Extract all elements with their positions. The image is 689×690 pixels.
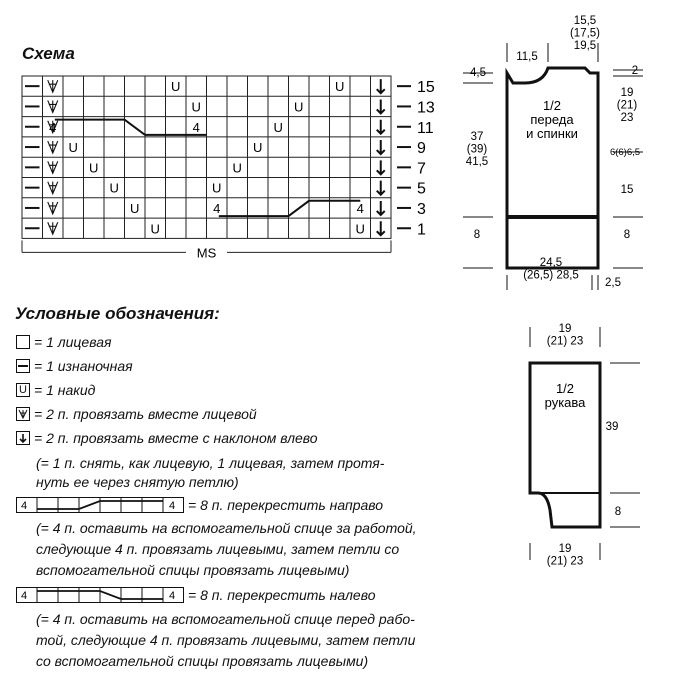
purl-symbol (16, 359, 30, 373)
body-neck-depth-label: 4,5 (470, 67, 486, 79)
yarn-over-mark: U (335, 79, 345, 95)
legend-cable-left: = 8 п. перекрестить налево (188, 587, 376, 603)
sleeve-length-label: 39 (605, 421, 619, 433)
k2tog-mark (48, 202, 58, 214)
cable-number: 4 (192, 119, 200, 135)
cable-left-note-1: (= 4 п. оставить на вспомогательной спице перед рабо- (36, 611, 415, 627)
k2tog-mark (48, 182, 58, 194)
body-rib-left-label: 8 (473, 229, 481, 241)
body-armhole-label: 19 (21) 23 (616, 87, 638, 124)
k2tog-mark (48, 161, 58, 173)
cable-left-symbol (16, 587, 184, 608)
ssk-symbol (16, 431, 30, 445)
yarn-over-mark: U (355, 221, 365, 237)
ssk-mark (377, 181, 385, 195)
sleeve-cuff-label: 8 (614, 506, 622, 518)
cable-right-symbol (16, 497, 184, 518)
yarn-over-mark: U (212, 180, 222, 196)
yarn-over-mark: U (109, 180, 119, 196)
row-number: 7 (417, 160, 426, 178)
body-shoulder-drop-label: 2 (631, 65, 639, 77)
sleeve-top-width-label: 19 (21) 23 (546, 323, 584, 348)
ssk-mark (377, 201, 385, 215)
cable-left-note-2: той, следующие 4 п. провязать лицевыми, затем петли (36, 632, 416, 648)
legend-k2tog: = 2 п. провязать вместе лицевой (16, 406, 257, 422)
body-rib-right-label: 8 (623, 229, 631, 241)
yarn-over-mark: U (171, 79, 181, 95)
body-shoulder-label: 11,5 (516, 51, 538, 63)
cable-left-num-right: 4 (169, 590, 176, 602)
legend-title: Условные обозначения: (15, 304, 220, 323)
yarn-over-mark: U (294, 99, 304, 115)
yarn-over-mark: U (273, 119, 283, 135)
row-number: 5 (417, 180, 426, 198)
ssk-note-1: (= 1 п. снять, как лицевую, 1 лицевая, затем протя- (36, 455, 385, 471)
cable-right-note-1: (= 4 п. оставить на вспомогательной спице за работой, (36, 520, 417, 536)
ssk-note-2: нуть ее через снятую петлю) (36, 474, 239, 490)
yarn-over-mark: U (232, 160, 242, 176)
legend-yo: U = 1 накид (16, 382, 95, 398)
row-number: 9 (417, 140, 426, 158)
cable-right-note-3: вспомогательной спицы провязать лицевыми) (36, 562, 350, 578)
row-number: 15 (417, 79, 435, 97)
yarn-over-mark: U (191, 99, 201, 115)
chart-title: Схема (22, 44, 75, 63)
yarn-over-mark: U (253, 140, 263, 156)
row-number: 13 (417, 99, 435, 117)
yarn-over-mark: U (130, 200, 140, 216)
body-piece-label: 1/2 переда и спинки (526, 98, 578, 141)
cable-left-num-left: 4 (21, 590, 28, 602)
body-side-mark-label: 6(6)6,5 (609, 147, 641, 158)
k2tog-mark (48, 141, 58, 153)
k2tog-mark (48, 100, 58, 112)
ssk-mark (377, 120, 385, 134)
row-number: 1 (417, 221, 426, 239)
cable-right-num-left: 4 (21, 500, 28, 512)
yarn-over-mark: U (89, 160, 99, 176)
cable-left-note-3: со вспомогательной спицы провязать лицевыми) (36, 653, 369, 669)
cable-right-line (55, 120, 207, 135)
body-schematic (455, 10, 689, 300)
body-length-label: 37 (39) 41,5 (465, 131, 489, 168)
cable-number: 4 (356, 200, 364, 216)
cable-number: 4 (49, 119, 57, 135)
k2tog-mark (48, 222, 58, 234)
sleeve-bottom-width-label: 19 (21) 23 (546, 543, 584, 568)
k2tog-symbol (16, 407, 30, 421)
yarn-over-mark: U (68, 140, 78, 156)
cable-right-num-right: 4 (169, 500, 176, 512)
ssk-mark (377, 79, 385, 93)
cable-number: 4 (213, 200, 221, 216)
yarn-over-mark: U (150, 221, 160, 237)
ssk-mark (377, 160, 385, 174)
ssk-mark (377, 140, 385, 154)
body-bottom-width-label: 24,5 (26,5) 28,5 (523, 257, 579, 282)
row-number: 3 (417, 200, 426, 218)
yarn-over-symbol: U (16, 383, 30, 397)
legend-ssk: = 2 п. провязать вместе с наклоном влево (16, 430, 318, 446)
ssk-mark (377, 221, 385, 235)
sleeve-schematic (500, 315, 689, 585)
legend-knit: = 1 лицевая (16, 334, 111, 350)
row-number: 11 (417, 119, 434, 137)
cable-left-line (219, 201, 360, 216)
ssk-mark (377, 99, 385, 113)
k2tog-mark (48, 80, 58, 92)
sleeve-piece-label: 1/2 рукава (544, 381, 586, 410)
knit-symbol (16, 335, 30, 349)
legend-purl: = 1 изнаночная (16, 358, 133, 374)
body-side-offset-label: 2,5 (605, 277, 621, 289)
cable-right-note-2: следующие 4 п. провязать лицевыми, затем петли со (36, 541, 400, 557)
body-side-length-label: 15 (620, 184, 634, 196)
ms-label: MS (196, 245, 217, 261)
body-top-width-label: 15,5 (17,5) 19,5 (569, 15, 601, 52)
legend-cable-right: = 8 п. перекрестить направо (188, 497, 384, 513)
